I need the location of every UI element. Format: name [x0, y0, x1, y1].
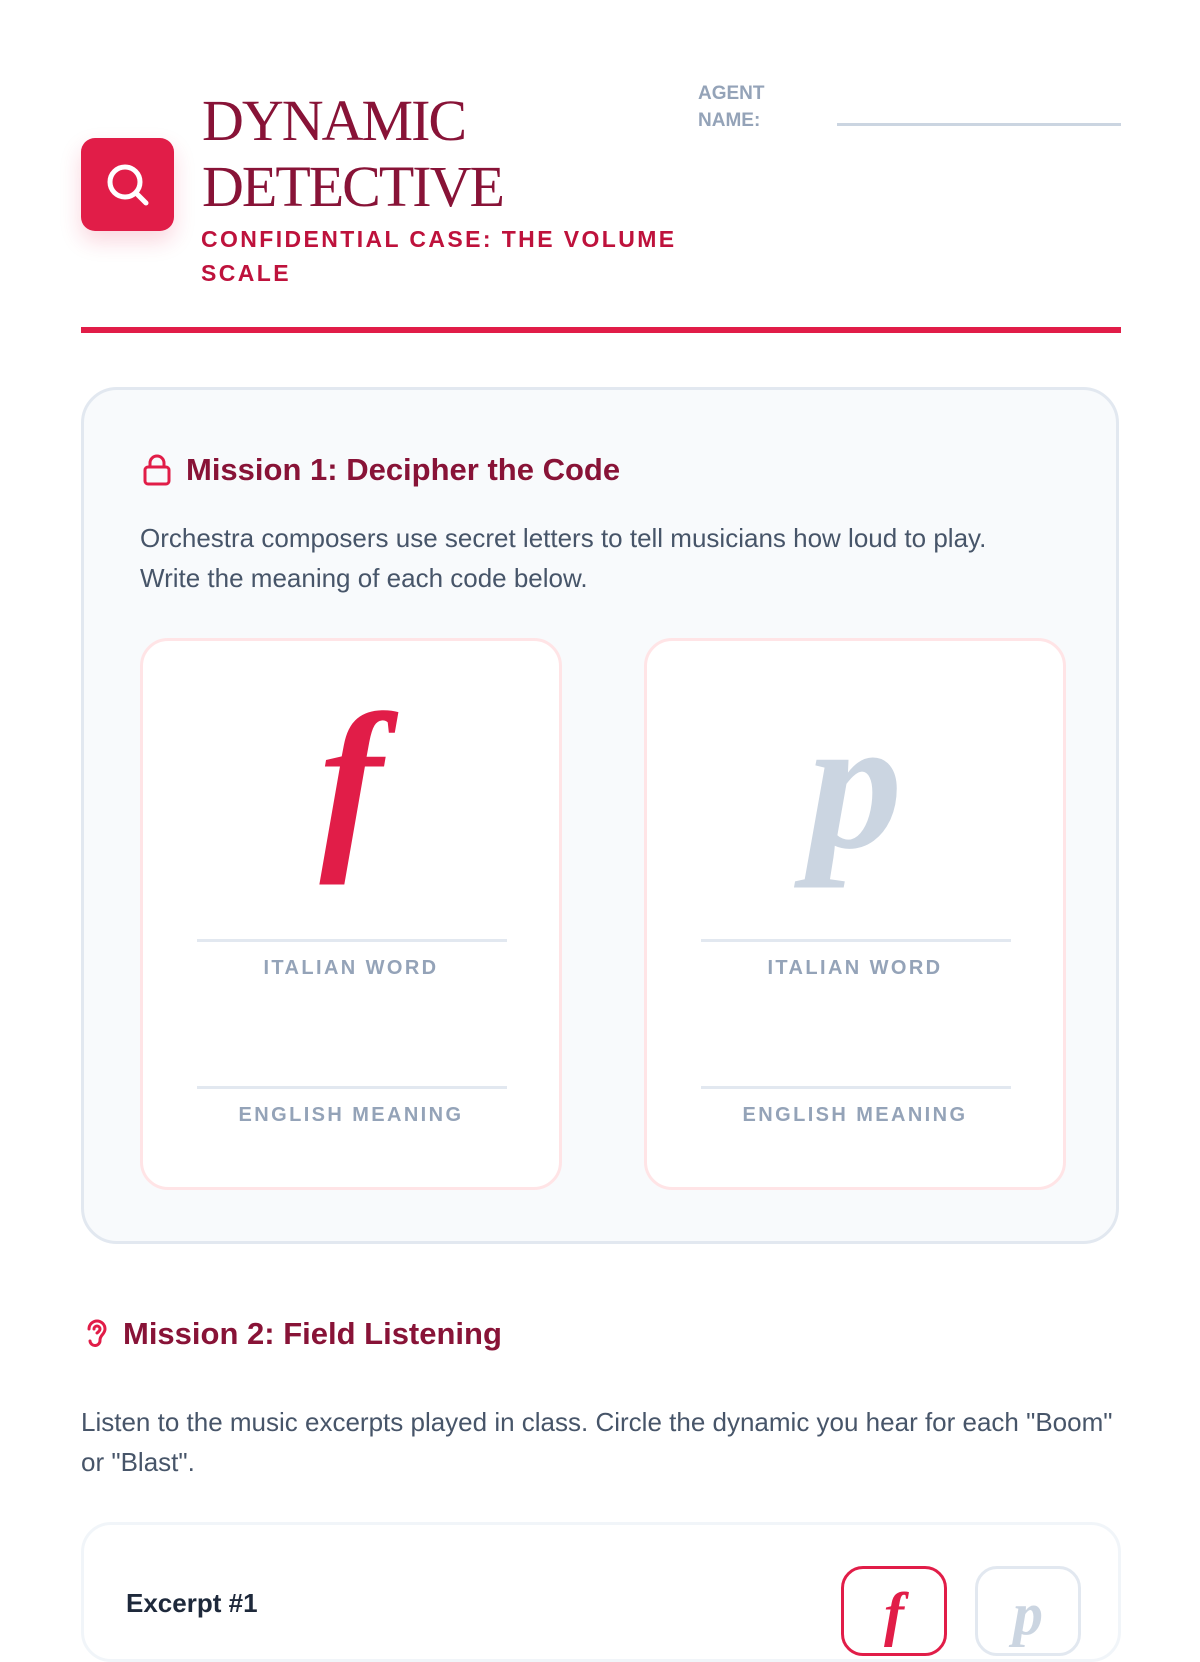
mission-1-panel: [81, 387, 1119, 1244]
mission-1-heading: [140, 452, 620, 488]
agent-name-label: AGENT NAME:: [698, 83, 765, 131]
english-meaning-label: ENGLISH MEANING: [238, 1104, 464, 1126]
lock-icon: [140, 453, 174, 487]
english-meaning-field[interactable]: [701, 1086, 1011, 1089]
dynamic-symbol: p: [807, 679, 903, 889]
agent-name-field[interactable]: [837, 123, 1121, 126]
page-title: DYNAMIC DETECTIVE: [202, 88, 503, 219]
mission-2-instructions: Listen to the music excerpts played in class. Circle the dynamic you hear for each "Boom" or "Blast".: [81, 1407, 1113, 1477]
excerpt-label: Excerpt #1: [126, 1588, 258, 1618]
mission-1-title: Mission 1: Decipher the Code: [186, 452, 621, 487]
code-card-forte: [140, 638, 562, 1190]
mission-1-instructions: Orchestra composers use secret letters to tell musicians how loud to play. Write the meaning of each code below.: [140, 523, 987, 593]
code-card-piano: [644, 638, 1066, 1190]
italian-word-field[interactable]: [197, 939, 507, 942]
case-subtitle: CONFIDENTIAL CASE: THE VOLUME SCALE: [201, 226, 677, 286]
dynamic-option-forte[interactable]: f: [841, 1566, 947, 1656]
italian-word-label: ITALIAN WORD: [767, 957, 943, 979]
excerpt-row: [81, 1522, 1121, 1662]
header-divider: [81, 327, 1121, 333]
ear-icon: [81, 1317, 111, 1351]
english-meaning-label: ENGLISH MEANING: [742, 1104, 968, 1126]
logo-badge: [81, 138, 174, 231]
dynamic-symbol: f: [319, 676, 383, 886]
italian-word-label: ITALIAN WORD: [263, 957, 439, 979]
italian-word-field[interactable]: [701, 939, 1011, 942]
dynamic-option-piano[interactable]: p: [975, 1566, 1081, 1656]
mission-2-heading: [81, 1316, 502, 1352]
mission-2-title: Mission 2: Field Listening: [123, 1316, 502, 1351]
english-meaning-field[interactable]: [197, 1086, 507, 1089]
search-icon: [103, 160, 153, 210]
